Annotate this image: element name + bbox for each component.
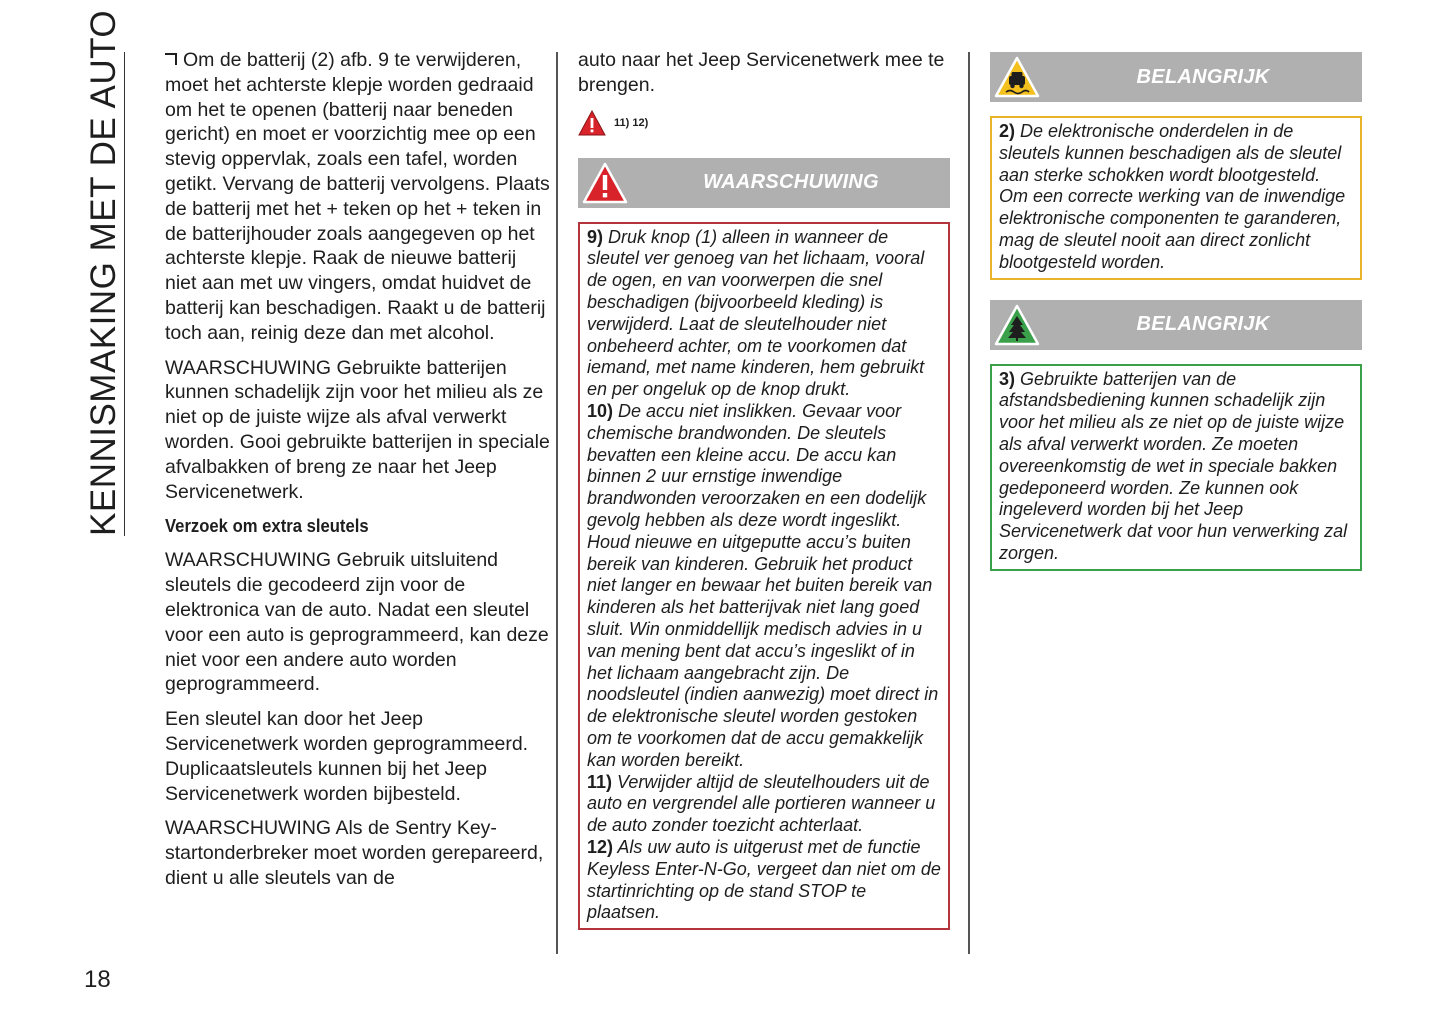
paragraph: Een sleutel kan door het Jeep Servicenetwerk worden geprogrammeerd. Duplicaatsleutels kunnen bij het Jeep Servicenetwerk worden bijbesteld. [165, 708, 529, 805]
note-text: Gebruikte batterijen van de afstandsbediening kunnen schadelijk zijn voor het milieu als ze niet op de juiste wijze als afval verwerkt worden. Ze moeten overeenkomstig de wet in speciale bakken gedeponeerd worden. Ze kunnen ook ingeleverd worden bij het Jeep Servicenetwerk dat voor hun verwerking zal zorgen. [999, 368, 1348, 563]
page-number: 18 [84, 966, 111, 993]
section-heading: Verzoek om extra sleutels [165, 515, 369, 537]
note-item [999, 121, 1353, 274]
paragraph [165, 48, 550, 346]
continuation-text: auto naar het Jeep Servicenetwerk mee te brengen. [578, 49, 945, 96]
environment-icon-holder [990, 300, 1044, 350]
note-item [999, 369, 1353, 565]
section-title-vertical [84, 9, 125, 536]
environment-banner-title: BELANGRIJK [1136, 313, 1270, 336]
section-title-text: KENNISMAKING MET DE AUTO [84, 9, 123, 536]
reference-label: 11) 12) [614, 116, 649, 129]
important-icon-holder [990, 52, 1044, 102]
note-number: 12) [587, 836, 614, 857]
note-text: Druk knop (1) alleen in wanneer de sleutel ver genoeg van het lichaam, vooral de ogen, en van voorwerpen die snel beschadigen (bijvoorbeeld kleding) is verwijderd. Laat de sleutelhouder niet onbeheerd achter, om te voorkomen dat iemand, met name kinderen, hem gebruikt en per ongeluk op de knop drukt. [587, 226, 925, 400]
note-text: De accu niet inslikken. Gevaar voor chemische brandwonden. De sleutels bevatten een kleine accu. De accu kan binnen 2 uur ernstige inwendige brandwonden veroorzaken en een dodelijk gevolg hebben als deze wordt ingeslikt. Houd nieuwe en uitgeputte accu’s buiten bereik van kinderen. Gebruik het product niet langer en bewaar het buiten bereik van kinderen als het batterijvak niet lang goed sluit. Win onmiddellijk medisch advies in u van mening bent dat accu’s ingeslikt of in het lichaam aangebracht zijn. De noodsleutel (indien aanwezig) moet direct in de elektronische sleutel worden gestoken om te voorkomen dat de accu gemakkelijk kan worden bereikt. [587, 400, 939, 770]
note-text: De elektronische onderdelen in de sleutels kunnen beschadigen als de sleutel aan sterke schokken wordt blootgesteld. Om een correcte werking van de inwendige elektronische componenten te garanderen, mag de sleutel nooit aan direct zonlicht blootgesteld worden. [999, 121, 1346, 272]
note-item [587, 401, 941, 772]
column-main-text [165, 48, 550, 901]
note-number: 2) [999, 121, 1016, 141]
column-important [990, 52, 1362, 571]
column-warnings [578, 48, 950, 930]
warning-banner-title: WAARSCHUWING [703, 171, 879, 194]
paragraph: WAARSCHUWING Gebruik uitsluitend sleutels die gecodeerd zijn voor de elektronica van de auto. Nadat een sleutel voor een auto is geprogrammeerd, kan deze niet voor een andere auto worden geprogrammeerd. [165, 549, 549, 696]
note-text: Als uw auto is uitgerust met de functie Keyless Enter-N-Go, vergeet dan niet om de startinrichting op de stand STOP te plaatsen. [587, 836, 941, 923]
note-item [587, 837, 941, 924]
warning-banner [578, 158, 950, 208]
note-text: Verwijder altijd de sleutelhouders uit de auto en vergrendel alle portieren wanneer u de auto zonder toezicht achterlaat. [587, 771, 936, 836]
note-item [587, 772, 941, 837]
car-skid-warning-icon [994, 56, 1040, 98]
tree-environment-icon [994, 304, 1040, 346]
bullet-icon [165, 53, 177, 65]
note-number: 10) [587, 400, 614, 421]
warning-icon-holder [578, 158, 632, 208]
environment-notes-box [990, 364, 1362, 571]
important-banner-title: BELANGRIJK [1136, 65, 1270, 88]
note-number: 11) [587, 771, 613, 792]
important-banner [990, 52, 1362, 102]
warning-triangle-icon [578, 110, 606, 136]
warning-notes-box [578, 222, 950, 931]
important-notes-box [990, 116, 1362, 280]
note-number: 3) [999, 368, 1016, 389]
column-divider [968, 52, 970, 954]
note-item [587, 227, 941, 401]
environment-banner [990, 300, 1362, 350]
column-divider [556, 52, 558, 954]
paragraph: WAARSCHUWING Gebruikte batterijen kunnen schadelijk zijn voor het milieu als ze niet op de juiste wijze als afval verwerkt worden. Gooi gebruikte batterijen in speciale afvalbakken of breng ze naar het Jeep Servicenetwerk. [165, 356, 550, 503]
note-number: 9) [587, 226, 604, 247]
paragraph: WAARSCHUWING Als de Sentry Key-startonderbreker moet worden gerepareerd, dient u alle sleutels van de [165, 817, 544, 889]
warning-triangle-icon [582, 162, 628, 204]
warning-references [578, 110, 950, 136]
paragraph-text: Om de batterij (2) afb. 9 te verwijderen, moet het achterste klepje worden gedraaid om het te openen (batterij naar beneden gericht) en moet er voorzichtig mee op een stevig oppervlak, zoals een tafel, worden getikt. Vervang de batterij vervolgens. Plaats de batterij met het + teken op het + teken in de batterijhouder zoals aangegeven op het achterste klepje. Raak de nieuwe batterij niet aan met uw vingers, omdat huidvet de batterij kan beschadigen. Raakt u de batterij toch aan, reinig deze dan met alcohol. [165, 49, 550, 344]
